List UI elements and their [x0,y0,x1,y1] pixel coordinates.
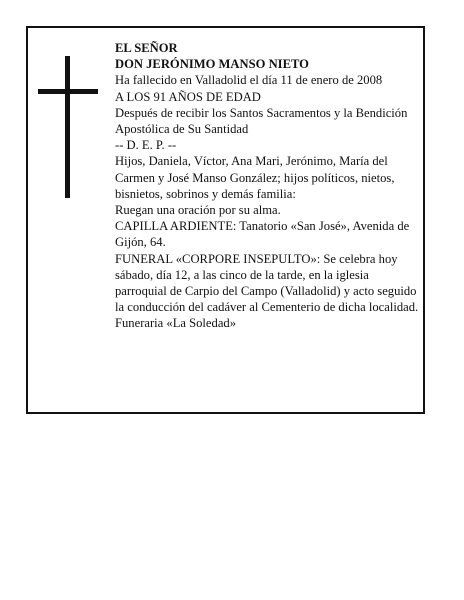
latin-cross-icon [38,56,98,198]
deceased-name: DON JERÓNIMO MANSO NIETO [115,57,309,72]
obituary-notice [26,26,425,414]
funeral-home: Funeraria «La Soledad» [115,316,236,331]
notice-title: EL SEÑOR [115,41,178,55]
family-list: Hijos, Daniela, Víctor, Ana Mari, Jerónimo, María del Carmen y José Manso González; hijos políticos, nietos, bisnietos, sobrinos y demás familia: [115,154,395,201]
sacraments-statement: Después de recibir los Santos Sacramentos y la Bendición Apostólica de Su Santidad [115,105,408,137]
rip-line: -- D. E. P. -- [115,138,177,153]
death-statement: Ha fallecido en Valladolid el día 11 de enero de 2008 [115,73,383,88]
age-statement: A LOS 91 AÑOS DE EDAD [115,89,261,104]
cross-vertical-bar [65,56,70,198]
funeral-info: FUNERAL «CORPORE INSEPULTO»: Se celebra hoy sábado, día 12, a las cinco de la tarde, en la iglesia parroquial de Carpio del Campo (Valladolid) y acto seguido la conducción del cadáver al Cementerio de dicha localidad. [115,251,419,315]
chapel-info: CAPILLA ARDIENTE: Tanatorio «San José», Avenida de Gijón, 64. [115,219,410,250]
prayer-request: Ruegan una oración por su alma. [115,203,281,218]
notice-text [115,40,421,332]
cross-horizontal-bar [38,89,98,94]
